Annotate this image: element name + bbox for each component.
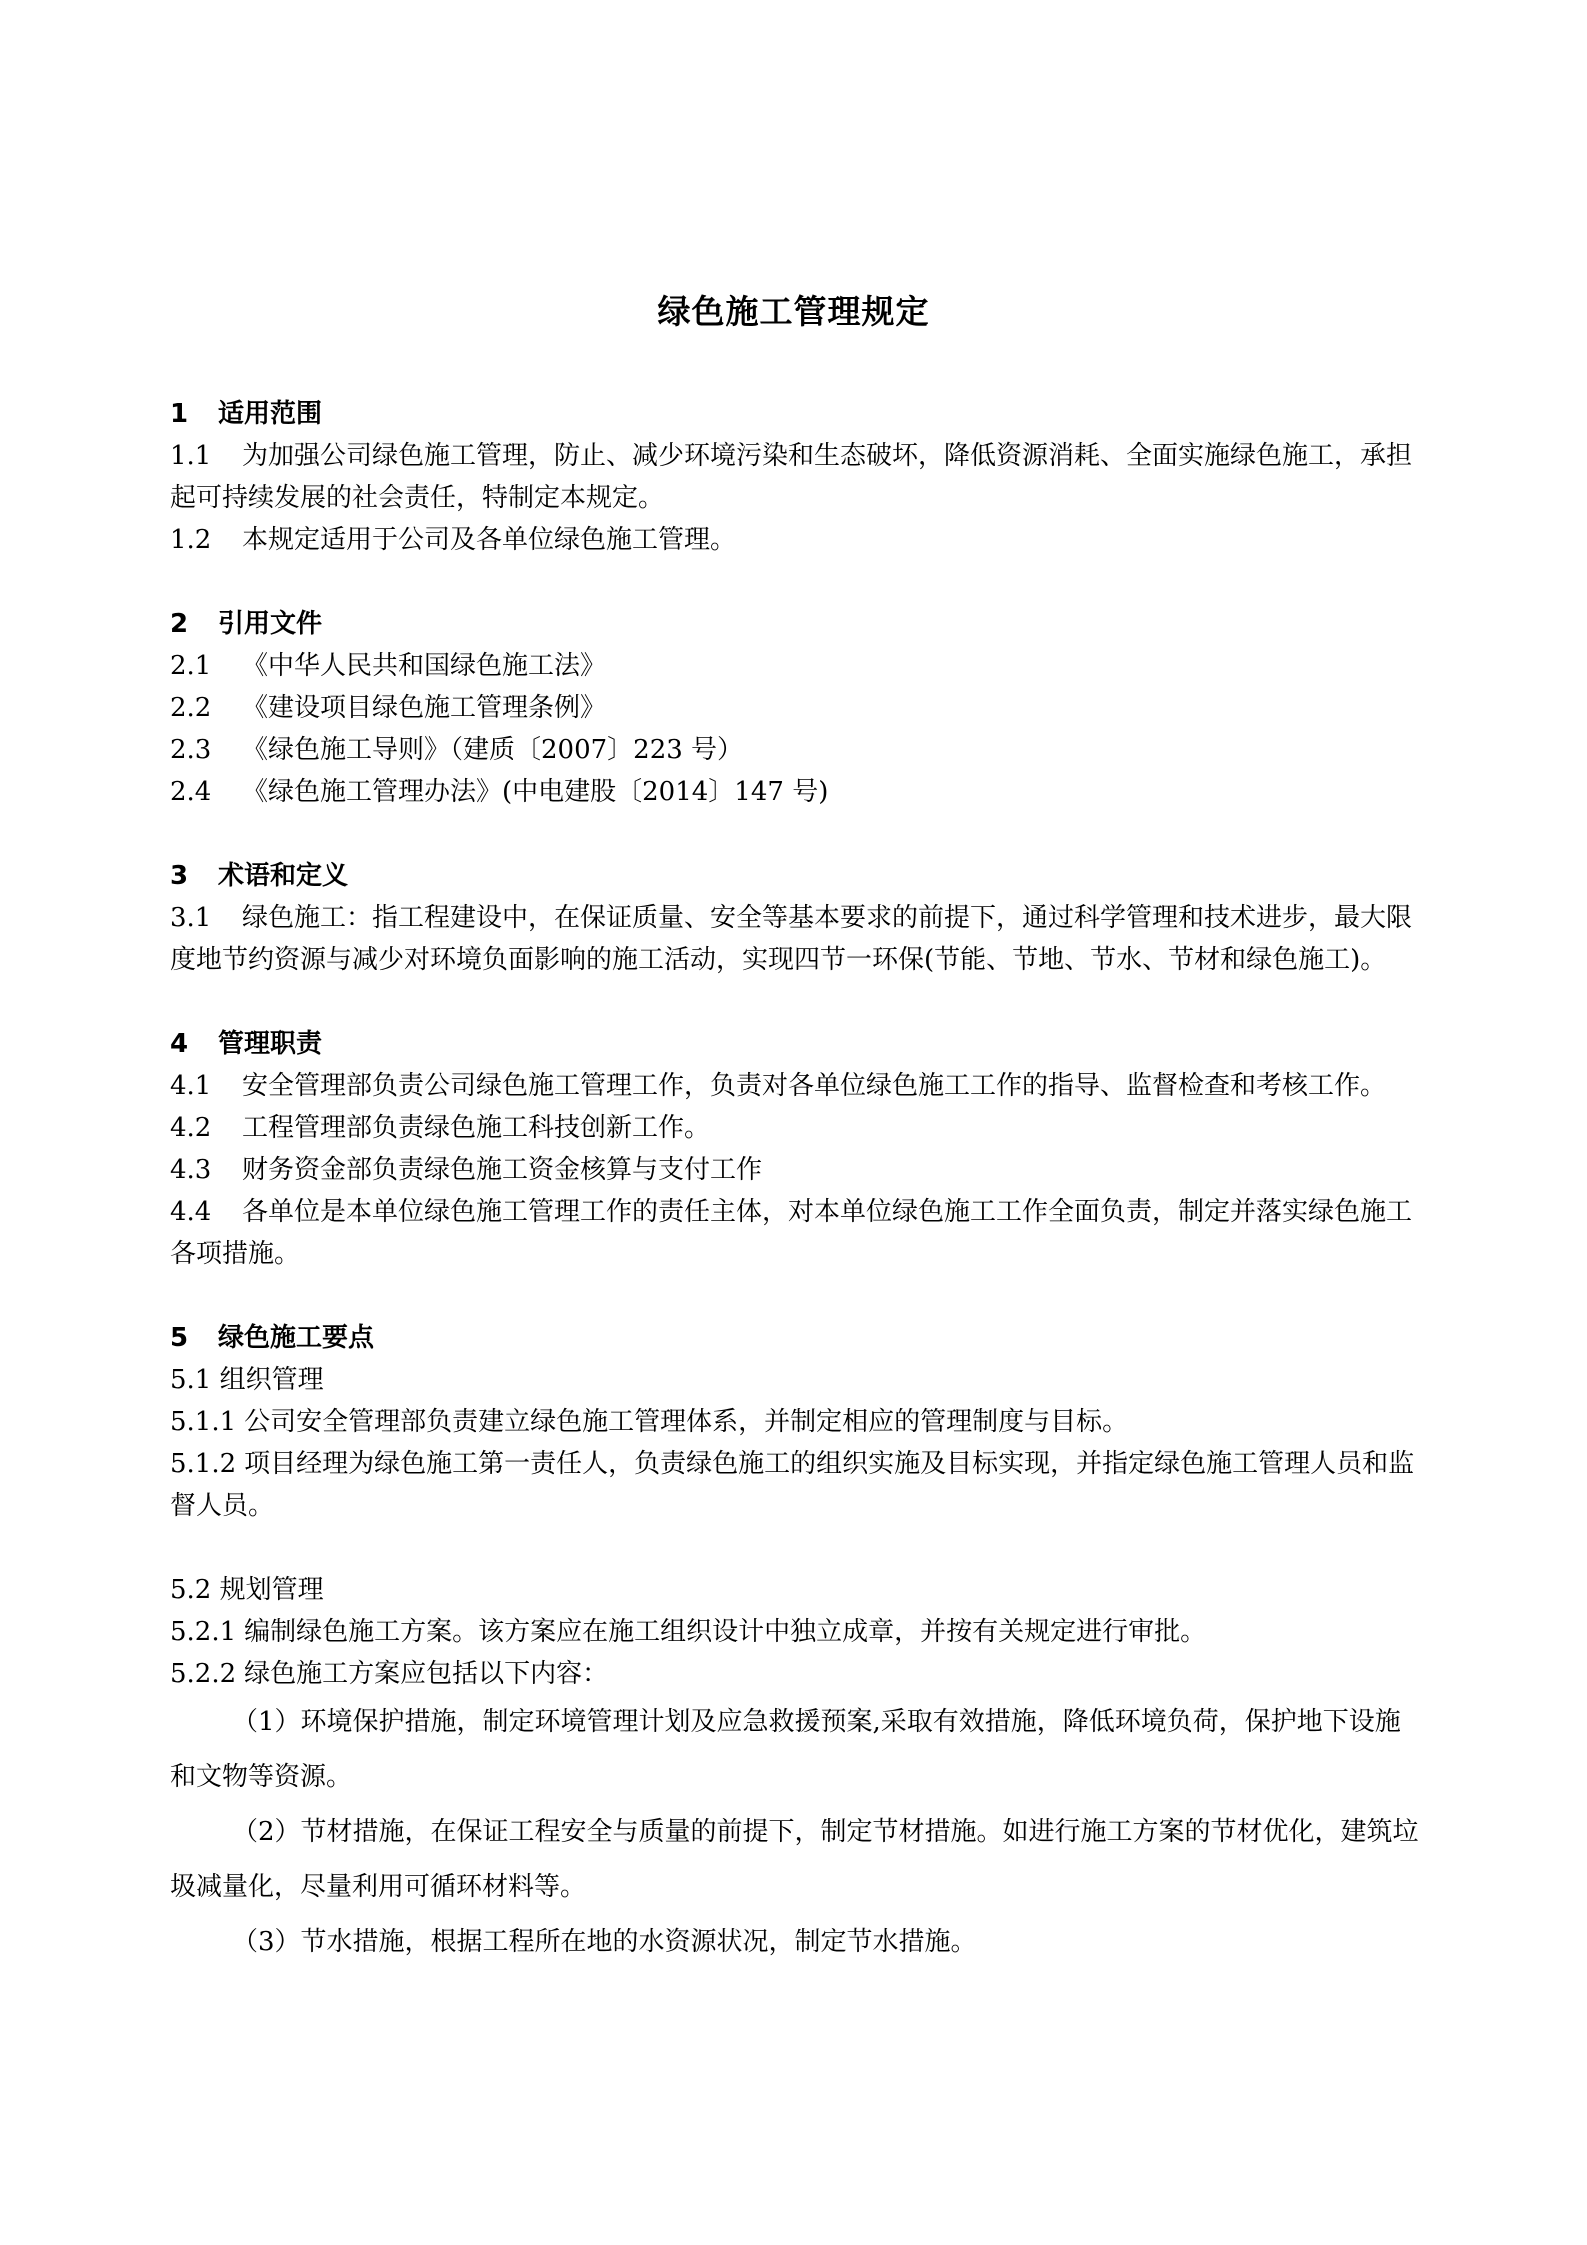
clause-text: 编制绿色施工方案。该方案应在施工组织设计中独立成章，并按有关规定进行审批。 — [244, 1617, 1207, 1647]
content-paragraph: （2）节材措施，在保证工程安全与质量的前提下，制定节材措施。如进行施工方案的节材优化，建筑垃圾减量化，尽量利用可循环材料等。 — [170, 1817, 1419, 1902]
clause — [170, 1653, 1425, 1695]
section-heading — [170, 855, 1425, 897]
clause — [170, 1401, 1425, 1443]
document-body — [170, 393, 1425, 2012]
clause-number: 2.3 — [170, 735, 212, 765]
clause-text: 工程管理部负责绿色施工科技创新工作。 — [242, 1113, 711, 1143]
clause — [170, 1149, 1425, 1191]
subsection-title: 5.2 规划管理 — [170, 1575, 324, 1605]
clause — [170, 771, 1425, 813]
clause-text: 公司安全管理部负责建立绿色施工管理体系，并制定相应的管理制度与目标。 — [244, 1407, 1129, 1437]
section-3 — [170, 855, 1425, 981]
clause-number: 2.1 — [170, 651, 212, 681]
section-title: 绿色施工要点 — [218, 1323, 375, 1353]
clause-text: 财务资金部负责绿色施工资金核算与支付工作 — [242, 1155, 763, 1185]
section-number: 1 — [170, 399, 189, 429]
clause-text: 绿色施工：指工程建设中，在保证质量、安全等基本要求的前提下，通过科学管理和技术进步，最大限度地节约资源与减少对环境负面影响的施工活动，实现四节一环保(节能、节地、节水、节材和绿色施工)。 — [170, 903, 1413, 975]
clause-text: 《中华人民共和国绿色施工法》 — [242, 651, 607, 681]
clause-text: 绿色施工方案应包括以下内容： — [244, 1659, 609, 1689]
clause — [170, 519, 1425, 561]
clause-number: 3.1 — [170, 903, 212, 933]
clause-text: 本规定适用于公司及各单位绿色施工管理。 — [242, 525, 737, 555]
clause-number: 1.2 — [170, 525, 212, 555]
section-number: 5 — [170, 1323, 189, 1353]
section-4 — [170, 1023, 1425, 1275]
clause-number: 5.2.1 — [170, 1617, 237, 1647]
clause-number: 1.1 — [170, 441, 212, 471]
document-title: 绿色施工管理规定 — [657, 292, 930, 331]
clause-text: 各单位是本单位绿色施工管理工作的责任主体，对本单位绿色施工工作全面负责，制定并落实绿色施工各项措施。 — [170, 1197, 1413, 1269]
spacer — [170, 1527, 1425, 1569]
clause-number: 4.4 — [170, 1197, 212, 1227]
section-2 — [170, 603, 1425, 813]
clause-number: 4.2 — [170, 1113, 212, 1143]
clause — [170, 687, 1425, 729]
section-title: 引用文件 — [218, 609, 323, 639]
clause — [170, 1611, 1425, 1653]
content-paragraph: （3）节水措施，根据工程所在地的水资源状况，制定节水措施。 — [232, 1927, 977, 1957]
section-number: 4 — [170, 1029, 189, 1059]
section-heading — [170, 393, 1425, 435]
clause-number: 5.2.2 — [170, 1659, 237, 1689]
section-heading — [170, 603, 1425, 645]
clause-text: 《绿色施工导则》（建质〔2007〕223 号） — [242, 735, 744, 765]
section-heading — [170, 1023, 1425, 1065]
clause-number: 2.4 — [170, 777, 212, 807]
section-number: 2 — [170, 609, 189, 639]
clause-number: 5.1.1 — [170, 1407, 237, 1437]
clause-text: 为加强公司绿色施工管理，防止、减少环境污染和生态破坏，降低资源消耗、全面实施绿色施工，承担起可持续发展的社会责任，特制定本规定。 — [170, 441, 1413, 513]
clause — [170, 1191, 1425, 1275]
clause — [170, 645, 1425, 687]
section-title: 术语和定义 — [218, 861, 349, 891]
clause-number: 5.1.2 — [170, 1449, 237, 1479]
clause-text: 安全管理部负责公司绿色施工管理工作，负责对各单位绿色施工工作的指导、监督检查和考核工作。 — [242, 1071, 1387, 1101]
section-heading — [170, 1317, 1425, 1359]
clause-number: 2.2 — [170, 693, 212, 723]
clause-number: 4.1 — [170, 1071, 212, 1101]
clause-text: 《建设项目绿色施工管理条例》 — [242, 693, 607, 723]
clause — [170, 1443, 1425, 1527]
section-1 — [170, 393, 1425, 561]
section-title: 管理职责 — [218, 1029, 323, 1059]
content-paragraph: （1）环境保护措施，制定环境管理计划及应急救援预案,采取有效措施，降低环境负荷，保护地下设施和文物等资源。 — [170, 1707, 1401, 1792]
subsection-title: 5.1 组织管理 — [170, 1365, 324, 1395]
clause — [170, 897, 1425, 981]
clause — [170, 1107, 1425, 1149]
clause-text: 项目经理为绿色施工第一责任人，负责绿色施工的组织实施及目标实现，并指定绿色施工管理人员和监督人员。 — [170, 1449, 1415, 1521]
section-title: 适用范围 — [218, 399, 323, 429]
clause-text: 《绿色施工管理办法》(中电建股〔2014〕147 号) — [242, 777, 829, 807]
section-number: 3 — [170, 861, 189, 891]
clause — [170, 435, 1425, 519]
clause — [170, 729, 1425, 771]
section-5 — [170, 1317, 1425, 1970]
clause — [170, 1065, 1425, 1107]
clause-number: 4.3 — [170, 1155, 212, 1185]
